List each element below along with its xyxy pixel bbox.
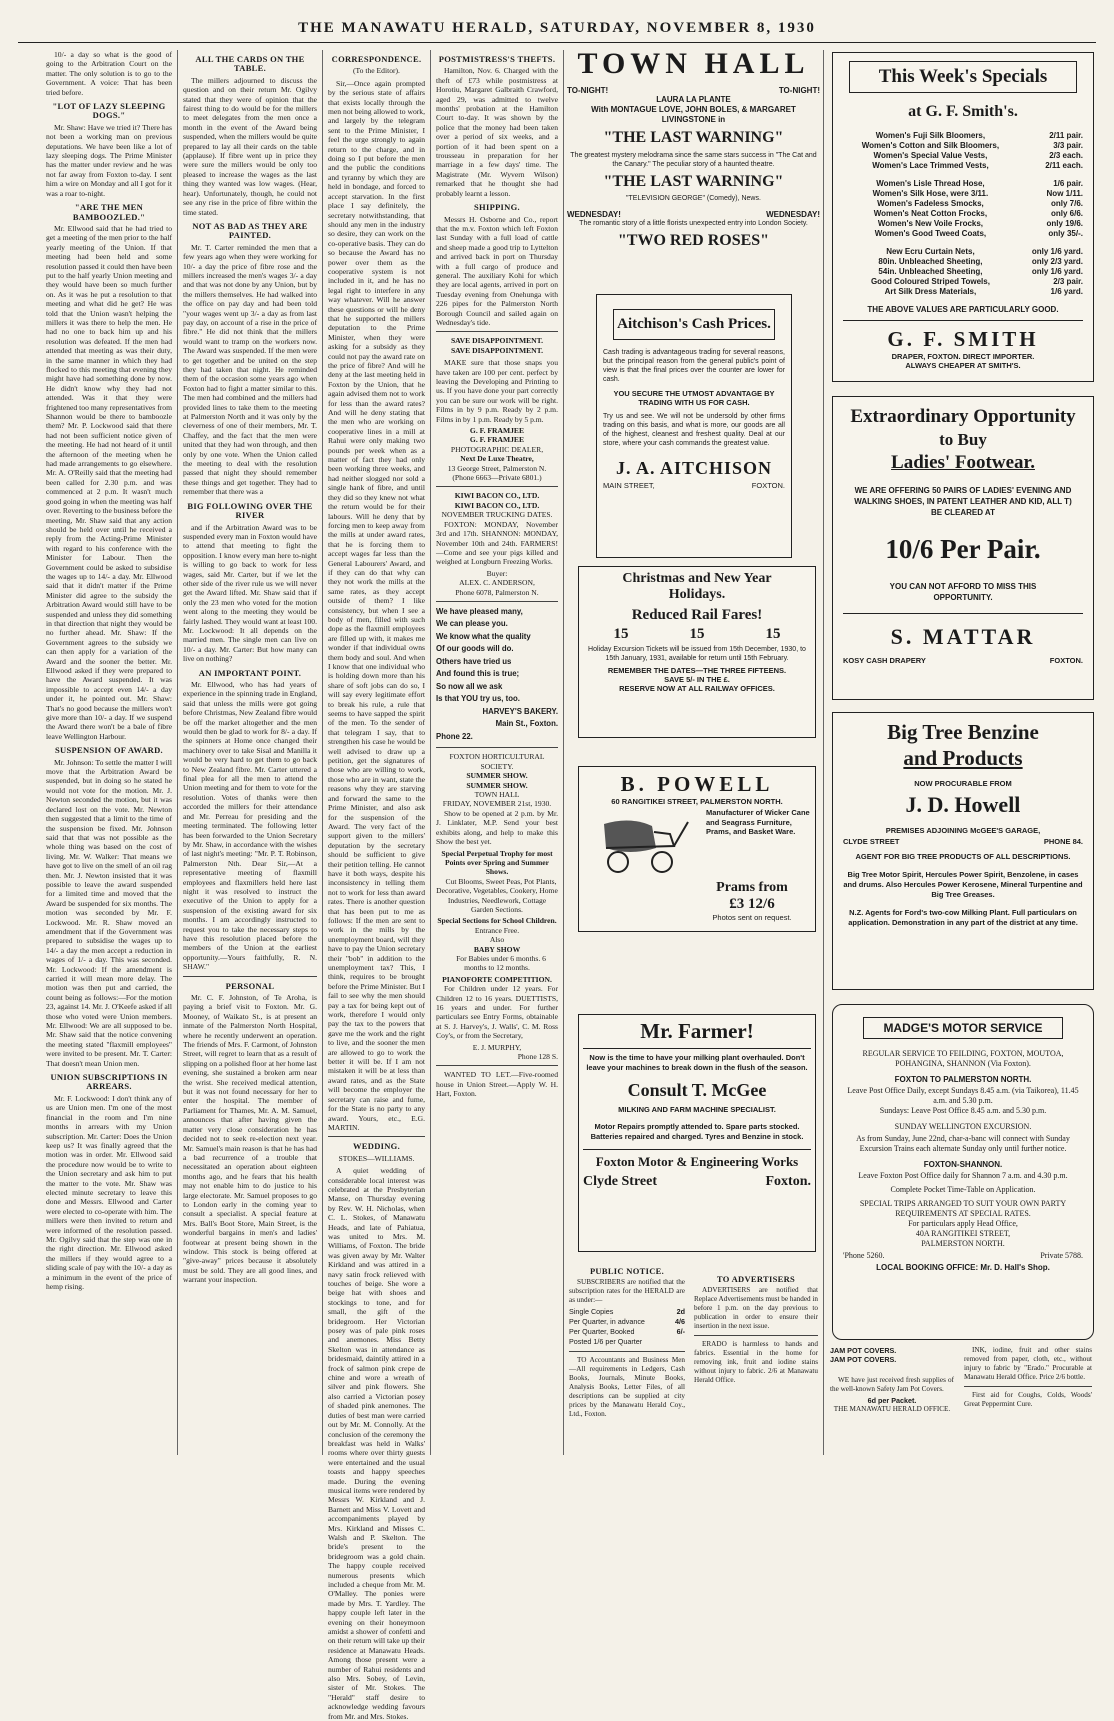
ad-text: First aid for Coughs, Colds, Woods' Great Peppermint Cure. <box>964 1391 1092 1408</box>
article-text: Hamilton, Nov. 6. Charged with the theft of £73 while postmistress at Horotiu, Margaret Galbraith Crawford, aged 29, was admitted to twelve months' probation at the Hamilton Court to-day. It was shown by the police that the money had been taken over a period of six weeks, and a portion of it had been spent on a trousseau in preparation for her marriage in a few days' time. The Magistrate (Mr. Wyvern Wilson) remarked that he thought she had probably learnt a lesson. <box>436 66 558 198</box>
table-cell: Women's Special Value Vests, <box>873 151 988 160</box>
divider <box>436 1065 558 1066</box>
article-text: Mr. T. Carter reminded the men that a few years ago when they were working for 10/- a day the price of fibre rose and the millers increased the men's wages 3/- a day and that was not done by any Union, but by the millers themselves. He had walked into the office on pay day and had been told "your wages went up 3/- a day as from last pay day, on account of a rise in the price of fibre." He did not think that the millers would want to tramp on the workers now. The Award was suspended. If the men were to get together and be united on the step they had taken that night. He reminded them of the occasion some years ago when Foxton had to fight a matter similar to this. The men had combined and the millers had provided lines to take them to the meeting at Palmerston North and it was only by the cleverness of one of their members, Mr. T. Chaffey, and the fact that the men were united that they had won through, and then only by one vote. When the Union called the meeting to deal with the resolution passed that night they should remember these things and get together. They had to remember that there was a <box>183 242 317 497</box>
masthead-rule <box>18 42 1096 43</box>
ad-title: Mr. Farmer! <box>583 1019 811 1049</box>
table-cell: Women's Good Tweed Coats, <box>874 229 987 238</box>
ad-line: NOW PROCURABLE FROM <box>914 779 1012 788</box>
table-row <box>843 161 1083 171</box>
ad-line: Also <box>489 935 505 945</box>
table-row <box>843 219 1083 229</box>
table-cell: Women's Lisle Thread Hose, <box>876 179 985 188</box>
ad-heading: SAVE DISAPPOINTMENT. <box>450 336 544 346</box>
ad-line: DRAPER, FOXTON. DIRECT IMPORTER. <box>891 352 1035 361</box>
ad-line: We can please you. <box>436 619 508 629</box>
article-subheading: NOT AS BAD AS THEY ARE PAINTED. <box>192 220 308 241</box>
ad-heading: JAM POT COVERS. <box>830 1355 897 1364</box>
divider <box>694 1335 818 1336</box>
table-row <box>843 257 1083 267</box>
article-column-2 <box>181 50 319 1455</box>
article-subheading: SUSPENSION OF AWARD. <box>55 745 163 756</box>
ad-line: YOU SECURE THE UTMOST ADVANTAGE BY TRADING WITH US FOR CASH. <box>613 389 775 407</box>
column-rule <box>563 50 564 1455</box>
ad-name: G. F. FRAMJEE <box>469 435 525 445</box>
article-heading: SHIPPING. <box>474 202 520 213</box>
article-subtitle: STOKES—WILLIAMS. <box>338 1153 415 1163</box>
divider <box>183 976 317 977</box>
ad-film-title: "TWO RED ROSES" <box>617 232 770 249</box>
ad-text: Big Tree Motor Spirit, Hercules Power Spirit, Benzolene, in cases and drums. Also Hercules Power Kerosene, Mineral Turpentine and Big Tree Greases. <box>843 870 1083 899</box>
table-row <box>843 131 1083 141</box>
ad-title: Aitchison's Cash Prices. <box>613 309 775 340</box>
ad-line: Next De Luxe Theatre, <box>460 454 534 464</box>
ad-text: The romantic story of a little florists unexpected entry into London Society. <box>579 220 808 227</box>
table-row <box>843 151 1083 161</box>
article-text: Messrs H. Osborne and Co., report that the m.v. Foxton which left Foxton last Sunday with a full load of cattle and sheep made a good trip to Lyttelton and arrived back in port on Thursday with a full cargo of produce and general. The auxiliary Kohi for which they are local agents, arrived in port on Tuesday evening from Onehunga with 226 pipes for the Palmerston North Borough Council and sailed again on Wednesday's tide. <box>436 214 558 327</box>
ad-title: MADGE'S MOTOR SERVICE <box>863 1017 1063 1039</box>
table-cell: Now 1/11. <box>1046 189 1083 198</box>
table-cell: only 1/6 yard. <box>1031 247 1083 256</box>
table-cell: only 7/6. <box>1050 199 1083 208</box>
table-cell: Good Coloured Striped Towels, <box>870 277 990 286</box>
divider <box>436 331 558 332</box>
ad-title: to Buy <box>939 430 987 449</box>
ad-text: Sundays: Leave Post Office 8.45 a.m. and 5.30 p.m. <box>879 1106 1047 1115</box>
table-cell: Women's Lace Trimmed Vests, <box>872 161 989 170</box>
ad-heading: SUMMER SHOW. <box>466 771 528 781</box>
notice-text: ERADO is harmless to hands and fabrics. Essential in the home for removing ink, fruit and iodine stains without injury to fabric. 2/6 at Manawatu Herald Office. <box>694 1340 818 1384</box>
ad-heading: SAVE DISAPPOINTMENT. <box>450 345 544 355</box>
ad-line: Is that YOU try us, too. <box>436 694 520 704</box>
masthead-title: THE MANAWATU HERALD, SATURDAY, NOVEMBER 8, 1930 <box>298 20 816 36</box>
table-row <box>569 1337 685 1347</box>
ad-name: G. F. FRAMJEE <box>469 426 525 436</box>
ad-line: Main St., Foxton. <box>495 719 558 729</box>
article-subheading: BIG FOLLOWING OVER THE RIVER <box>187 500 313 521</box>
article-column-3 <box>326 50 427 1721</box>
ad-line: PREMISES ADJOINING McGEE'S GARAGE, <box>885 826 1041 835</box>
table-cell: Women's Neat Cotton Frocks, <box>873 209 988 218</box>
ad-line: Prams from <box>716 880 788 895</box>
ad-line: PHOTOGRAPHIC DEALER, <box>450 444 544 454</box>
table-cell: Per Quarter, in advance <box>569 1317 645 1326</box>
table-cell: 2/3 each. <box>1049 151 1083 160</box>
table-cell: 2d <box>676 1307 685 1316</box>
ad-s-mattar <box>832 396 1094 700</box>
ad-line: Entrance Free. <box>474 925 520 935</box>
table-row <box>843 141 1083 151</box>
table-cell: Art Silk Dress Materials, <box>884 287 977 296</box>
ad-horticultural-show <box>436 752 558 1061</box>
table-cell: Per Quarter, Booked <box>569 1327 635 1336</box>
ad-text: FOXTON: MONDAY, November 3rd and 17th. SHANNON: MONDAY, November 10th and 24th. FARMERS!—Come and see your pigs killed and weighed at Longburn Freezing Works. <box>436 519 558 567</box>
ad-heading: BABY SHOW <box>473 944 521 954</box>
column-rule <box>823 50 824 1455</box>
ad-name: G. F. SMITH <box>887 327 1039 351</box>
ad-name: S. MATTAR <box>890 624 1036 649</box>
ad-title: Ladies' Footwear. <box>891 452 1035 473</box>
ad-text: MAKE sure that those snaps you have taken are 100 per cent. perfect by leaving the Developing and Printing to us. If you have done your part correctly you can be sure our work will be right. Films in by 9 p.m. Ready by 2 p.m. Films in by 1 p.m. Ready by 5 p.m. <box>436 358 558 424</box>
ad-mr-farmer <box>578 1014 816 1252</box>
table-row <box>843 189 1083 199</box>
ad-kiwi-bacon <box>436 491 558 596</box>
ad-heading: JAM POT COVERS. <box>830 1346 897 1355</box>
ad-subheading: FOXTON TO PALMERSTON NORTH. <box>894 1075 1032 1084</box>
ad-name: E. J. MURPHY, <box>472 1042 522 1052</box>
ad-text: As from Sunday, June 22nd, char-a-banc will connect with Sunday Excursion Trains each alternate Sunday only until further notice. <box>856 1134 1070 1153</box>
ad-text: For Children under 12 years. For Children 12 to 16 years. DUETTISTS, 16 years and under. For further particulars see Entry Forms, obtainable at S. J. Harvey's, J. Walls', C. M. Ross Coy's, or from the Secretary, <box>436 984 558 1041</box>
ad-line: AGENT FOR BIG TREE PRODUCTS OF ALL DESCRIPTIONS. <box>855 852 1071 861</box>
table-row <box>569 1307 685 1317</box>
ad-text: REGULAR SERVICE TO FEILDING, FOXTON, MOUTOA, POHANGINA, SHANNON (Via Foxton). <box>862 1049 1064 1068</box>
masthead <box>0 0 1114 56</box>
ad-heading: PIANOFORTE COMPETITION. <box>442 974 552 984</box>
table-cell: Women's Cotton and Silk Bloomers, <box>861 141 1000 150</box>
ad-text: For Babies under 6 months. 6 months to 12 months. <box>456 953 546 973</box>
ad-erado-ink <box>962 1346 1094 1456</box>
specials-table <box>843 131 1083 297</box>
ad-text: INK, iodine, fruit and other stains removed from paper, cloth, etc., without injury to fabric by "Erado." Procurable at Manawatu Herald Office. Price 2/6 bottle. <box>964 1346 1092 1381</box>
ad-harveys-bakery <box>436 606 558 744</box>
divider <box>964 1386 1092 1387</box>
ad-text: For particulars apply Head Office, <box>908 1219 1018 1228</box>
ad-line: MAIN STREET, <box>603 481 655 490</box>
table-row <box>843 267 1083 277</box>
ad-text: 40A RANGITIKEI STREET, <box>915 1229 1011 1238</box>
ad-line: CLYDE STREET <box>843 837 900 846</box>
ad-text: Now is the time to have your milking plant overhauled. Don't leave your machines to break down in the flush of the season. <box>586 1053 808 1072</box>
table-cell: Women's Silk Hose, were 3/11. <box>872 189 989 198</box>
ad-gf-smith-specials <box>832 52 1094 382</box>
ad-text: Leave Post Office Daily, except Sundays 8.45 a.m. (via Taikorea), 11.45 a.m. and 5.30 p.m. <box>847 1086 1079 1105</box>
ad-title: This Week's Specials <box>849 61 1077 93</box>
table-cell: 2/11 each. <box>1045 161 1083 170</box>
section-heading-wedding: WEDDING. <box>352 1141 401 1152</box>
ad-line: FOXTON. <box>1049 656 1083 665</box>
article-text: Mr. Ellwood said that he had tried to get a meeting of the men prior to the half yearly meeting of the Union. If that meeting had been held and some resolution passed it could then have been put to the half yearly Union meeting and they would have been so much further on. As it was he put a resolution to that meeting and what did he get? He was told that the Union wasn't helping the millers it was there to help the men. He had no one to back him up and his resolution was defeated. If the men had attended that meeting as was their duty, in the same manner in which they had flocked to this meeting that evening they might have had something done by now. He didn't know why they had not attended. Was it that they were frightened too many representatives from Shannon would be there to bamboozle them? Mr. P. Lockwood said that there had not been sufficient notice given of the meeting. He had not heard of it until the afternoon of the meeting when he had made arrangements to go elsewhere. Mr. A. O'Reilly said that the meeting had been called for 2.30 p.m. and was commenced at 2 p.m. It wasn't much good going in when the meeting was half over. Reverting to the business before the meeting, Mr. Shaw said that any action should be held over until he received a reply from the Acting-Prime Minister with regard to his conference with the Minister for Labour. Then the Government could be asked to subsidise the wages up to 14/- a day. Mr. Ellwood said that it didn't matter if the Prime Minister did agree to the subsidy the Arbitration Award would still have to be suspended and unless they did something in that direction that night they would be no further ahead. Mr. Shaw: If the Government agrees to the subsidy we can then apply for a variation of the Award and the sooner the better. Mr. Ellwood asked if they were prepared to have the Award suspended. It was impossible to accept even 14/- a day under it, he pointed out. Mr. Shaw: That's no good because the millers won't give more than 10/- a day. If we suspend the Award there won't be a bale of fibre leave Wellington Harbour. <box>46 223 172 741</box>
table-cell: 2/11 pair. <box>1049 131 1083 140</box>
article-text: A quiet wedding of considerable local interest was celebrated at the Presbyterian Manse, on Thursday evening by Rev. W. H. Nicholas, when C. L. Stokes, of Manawatu Heads, and late of Pahiatua, was united to Mrs. M. Williams, of Foxton. The bride was given away by Mr. Walter Kirkland and was attired in a navy satin frock relieved with touches of beige. She wore a beige hat with shoes and stockings to tone, and for small, the gift of the bridegroom. Her Victorian posey was of pale pink roses and anemones. Miss Betty Skelton was in attendance as bridesmaid, daintily attired in a frock of salmon pink crepe de chine and wore a wreath of silver and pink flowers. She also carried a Victorian posey of shaded pink anemones. The duties of best man were carried out by Mr. M. Connolly. At the conclusion of the ceremony the breakfast was held in Walks' rooms where over thirty guests were entertained and the usual toasts and happy speeches made. During the evening musical items were rendered by Messrs W. Kirkland and J. Barnett and Miss V. Lovett and accompaniments played by Mrs. Kirkland and Misses C. Walsh and P. Skelton. The bride's present to the bridegroom was a gold chain. The happy couple received numerous presents which included a cheque from Mr. M. O'Malley. The ponies were made by Mrs. T. Yardley. The happy couple left later in the evening on their honeymoon amidst a shower of confetti and on their return will take up their residence at Manawatu Heads. Among those present were a number of Rahui residents and also Mrs. Sobey, of Levin, sister of Mr. Stokes. The "Herald" staff desire to acknowledge wedding favours from Mr. and Mrs. Stokes. <box>328 1166 426 1721</box>
ad-line: With MONTAGUE LOVE, JOHN BOLES, & MARGARET LIVINGSTONE in <box>591 105 796 124</box>
ad-heading: KIWI BACON CO., LTD. <box>454 491 540 501</box>
ad-price: 10/6 Per Pair. <box>885 534 1041 564</box>
ad-subheading: SUNDAY WELLINGTON EXCURSION. <box>894 1122 1032 1131</box>
table-cell: 1/6 yard. <box>1050 287 1083 296</box>
divider <box>436 747 558 748</box>
ad-line: ALWAYS CHEAPER AT SMITH'S. <box>905 361 1021 370</box>
article-column-1 <box>44 50 174 1455</box>
ad-jd-howell <box>832 712 1094 990</box>
ad-line: Photos sent on request. <box>712 913 792 922</box>
ad-line: TOWN HALL <box>474 790 520 800</box>
table-cell: 54in. Unbleached Sheeting, <box>878 267 983 276</box>
article-text: Mr. Ellwood, who has had years of experience in the spinning trade in England, said that unless the mills were got going before Christmas, New Zealand fibre would be off the market altogether and the men would then be glad to work for 8/- a day. If the spinners at Home once changed their machinery over to take Sisal and Manilla it would be very hard to get them to go back to New Zealand fibre. Mr. Carter uttered a final plea for all the men to attend the Union meeting and for them to vote for the resolution. Votes of thanks were then accorded the millers for their attendance and Mr. Perreau for presiding and the meeting terminated. The following letter has been forwarded to the Union Secretary by Mr. Shaw, in accordance with the wishes of last night's meeting: "Mr. P. T. Robinson, Palmerston Nth. Dear Sir,—At a representative meeting of flaxmill employees and flaxmillers held here last night it was resolved to instruct the executive of the Union to apply for a suspension of the existing award for six months. I am accordingly instructed to request you to take the necessary steps to have this resolution placed before the members of the Union at the earliest opportunity.—Yours faithfully, R. N. SHAW." <box>183 680 317 972</box>
ad-name: Consult T. McGee <box>627 1080 767 1100</box>
notice-heading: TO ADVERTISERS <box>716 1274 796 1284</box>
ad-number: 15 <box>765 626 781 642</box>
table-cell: only 1/6 yard. <box>1031 267 1083 276</box>
ad-text: WE ARE OFFERING 50 PAIRS OF LADIES' EVENING AND WALKING SHOES, IN PATENT LEATHER AND KID, ALL T) BE CLEARED AT <box>854 486 1072 517</box>
advertisers-notice <box>692 1270 820 1457</box>
table-cell: 2/3 pair. <box>1053 277 1083 286</box>
notice-text: ADVERTISERS are notified that Replace Advertisements must be handed in before 1 p.m. on the day previous to publication in order to ensure their insertion in the next issue. <box>694 1286 818 1330</box>
article-text: The millers adjourned to discuss the question and on their return Mr. Ogilvy stated that they were of opinion that the fairest thing to do would be for the millers to meet delegates from the men once a month in the event of the Award being suspended, when the millers would be quite prepared to lay all their cards on the table (applause). If fibre went up in price they were sure the millers would be only too pleased to increase the wages as the last thing they wanted was low wages. (Hear, hear). Unfortunately, though, he could not see any rise in the price of fibre within the time stated. <box>183 75 317 217</box>
article-subheading: ALL THE CARDS ON THE TABLE. <box>195 54 305 74</box>
ad-line: WEDNESDAY! <box>766 210 820 219</box>
divider <box>328 1136 425 1137</box>
table-row <box>843 199 1083 209</box>
ad-madges-motor-service <box>832 1004 1094 1340</box>
ad-line: TO-NIGHT! <box>567 86 609 95</box>
article-subheading: AN IMPORTANT POINT. <box>198 667 302 678</box>
table-cell: 80in. Unbleached Sheeting, <box>878 257 983 266</box>
ad-line: PHONE 84. <box>1043 837 1083 846</box>
ad-title: TOWN HALL <box>577 47 810 80</box>
ad-line: FRIDAY, NOVEMBER 21st, 1930. <box>442 799 552 809</box>
ad-heading: KIWI BACON CO., LTD. <box>454 500 540 510</box>
ad-title: and Products <box>903 746 1023 770</box>
ad-text: Cash trading is advantageous trading for several reasons, but the principal reason from the general public's point of view is that the final prices over the counter are lower for cash. <box>603 349 785 383</box>
ad-text: Leave Foxton Post Office daily for Shannon 7 a.m. and 4.30 p.m. <box>858 1171 1068 1180</box>
ad-line: THE ABOVE VALUES ARE PARTICULARLY GOOD. <box>843 305 1083 321</box>
column-rule <box>322 50 323 1455</box>
ad-title: Big Tree Benzine <box>887 720 1039 744</box>
ad-text: N.Z. Agents for Ford's two-cow Milking Plant. Full particulars on application. Demonstration in any part of the district at any time. <box>848 908 1078 927</box>
ad-title: Holidays. <box>668 587 726 602</box>
ad-title: Reduced Rail Fares! <box>631 607 763 623</box>
ad-subtitle: at G. F. Smith's. <box>908 103 1018 120</box>
ad-b-powell <box>578 766 816 932</box>
ad-line: Phone 22. <box>436 731 473 741</box>
table-row <box>843 209 1083 219</box>
ad-number: 15 <box>613 626 629 642</box>
ad-line: Buyer: <box>486 568 508 578</box>
table-row <box>843 179 1083 189</box>
ad-line: We have pleased many, <box>436 606 523 616</box>
ad-jam-pot-covers <box>828 1346 956 1456</box>
ad-name: J. D. Howell <box>905 792 1021 817</box>
ad-number: 15 <box>689 626 705 642</box>
table-row <box>843 287 1083 297</box>
column-rule <box>177 50 178 1455</box>
table-cell: Posted 1/6 per Quarter <box>569 1337 643 1346</box>
table-cell: only 35/-. <box>1048 229 1083 238</box>
pram-illustration <box>590 812 700 876</box>
ad-line: 60 RANGITIKEI STREET, PALMERSTON NORTH. <box>611 797 783 806</box>
section-heading-correspondence: CORRESPONDENCE. <box>331 54 422 64</box>
table-cell: Women's New Voile Frocks, <box>877 219 984 228</box>
ad-aitchison <box>596 294 792 558</box>
ad-text: SPECIAL TRIPS ARRANGED TO SUIT YOUR OWN PARTY REQUIREMENTS AT SPECIAL RATES. <box>859 1199 1067 1218</box>
ad-heading: SUMMER SHOW. <box>466 780 528 790</box>
ad-line: Special Sections for School Children. <box>437 916 557 926</box>
ad-text: Manufacturer of Wicker Cane and Seagrass Furniture, Prams, and Basket Ware. <box>706 808 810 836</box>
ad-line: WEDNESDAY! <box>567 210 621 219</box>
ad-text: YOU CAN NOT AFFORD TO MISS THIS OPPORTUNITY. <box>843 581 1083 614</box>
ad-framjee <box>436 336 558 482</box>
table-cell: only 6/6. <box>1050 209 1083 218</box>
article-subtitle: (To the Editor). <box>353 66 400 76</box>
ad-text: Try us and see. We will not be undersold by other firms trading on this basis, and what is more, our goods are all of the highest, cleanest and freshest quality. Deal at our store, where your cash commands the greatest value. <box>603 413 785 447</box>
article-text: Mr. F. Lockwood: I don't think any of us are Union men. I'm one of the most financial in the room and I'm nine months in arrears with my Union subscription. Mr. Carter: Does the Union keep us? It was finally agreed that the motion was in order. Mr. Ellwood said the procedure now would be to write to the Union secretary and ask him to put the matter to the vote. Mr. Shaw was elected minute secretary to leave this done and Messrs. Ellwood and Carter were elected to co-operate with him. The millers were then invited to return and were informed of the resolution passed. Mr. Ogilvy said that the step was one in the right direction. Mr. Ellwood asked the millers if they would agree to a sliding scale of pay with the 10/- a day as a minimum in the event of the price of hemp rising. <box>46 1093 172 1291</box>
ad-text: Cut Blooms, Sweet Peas, Pot Plants, Decorative, Vegetables, Cookery, Home Industries, Needlework, Cottage Garden Sections. <box>436 876 558 914</box>
ad-line: 'Phone 5260. <box>843 1251 885 1260</box>
ad-text: Motor Repairs promptly attended to. Spare parts stocked. Batteries repaired and charged. Tyres and Benzine in stock. <box>590 1122 804 1141</box>
article-text: Mr. Shaw: Have we tried it? There has not been a working man on previous deputations. We have been like a lot of lazy sleeping dogs. The Prime Minister has the matter under review and he was not far away from Foxton to-day. I sent him a wire on Monday and all I got for it was a roar to-night. <box>46 122 172 198</box>
ad-line: We know what the quality <box>436 631 531 641</box>
ad-line: Phone 128 S. <box>517 1052 558 1062</box>
ad-text: Show to be opened at 2 p.m. by Mr. J. Linklater, M.P. Send your best exhibits along, and help to make this Show the best yet. <box>436 808 558 847</box>
notice-text: TO Accountants and Business Men —All requirements in Ledgers, Cash Books, Journals, Minute Books, Analysis Books, Letter Files, of all descriptions can be supplied at city prices by the Manawatu Herald Coy., Ltd., Foxton. <box>569 1356 685 1418</box>
ad-rail-fares <box>578 566 816 738</box>
notice-text: SUBSCRIBERS are notified that the subscription rates for the HERALD are as under:— <box>569 1278 685 1304</box>
column-rule <box>430 50 431 1455</box>
ad-film-title: "THE LAST WARNING" <box>603 173 784 190</box>
ad-line: 13 George Street, Palmerston N. <box>447 463 547 473</box>
section-heading-personal: PERSONAL <box>225 980 275 991</box>
ad-line: MILKING AND FARM MACHINE SPECIALIST. <box>618 1105 776 1114</box>
ad-star: LAURA LA PLANTE <box>656 95 731 104</box>
article-subheading: UNION SUBSCRIPTIONS IN ARREARS. <box>50 1072 168 1092</box>
ad-name: ALEX. C. ANDERSON, <box>459 578 535 588</box>
table-cell: only 19/6. <box>1046 219 1083 228</box>
table-cell: Women's Fuji Silk Bloomers, <box>875 131 986 140</box>
table-cell: New Ecru Curtain Nets, <box>886 247 975 256</box>
article-text: 10/- a day so what is the good of going to the Arbitration Court on the matter. The only solution is to go to the Government. A voice: That has been tried before. <box>46 50 172 97</box>
table-row <box>569 1317 685 1327</box>
table-row <box>843 247 1083 257</box>
article-text: Mr. C. F. Johnston, of Te Aroha, is paying a brief visit to Foxton. Mr. G. Mooney, of Waikato St., is at present an inmate of the Palmerston North Hospital, where he recently underwent an operation. The friends of Mrs. F. Carmont, of Johnston Street, will regret to learn that as a result of slipping on a polished floor at her home last evening, she sustained a broken arm near the wrist. She received medical attention, but it was not found necessary for her to enter the hospital. The member of Parliament for Thames, Mr. A. M. Samuel, announces that after having given the matter very close consideration he has decided not to seek re-election next year. Mr. Samuel's main reason is that he has had a bad recurrence of a trouble that necessitated an operation about eighteen months ago, and he fears that his health may not enable him to do justice to his large electorate. Mr. Samuel proposes to go to London early in the coming year to consult a specialist. A special feature at Mrs. Ball's Boot Store, Main Street, is the wonderful bargains in men's and ladies' footwear at present being shown in the window. This stock is being offered at "give-away" prices because it absolutely must be sold. They are all good lines, and warrant your inspection. <box>183 993 317 1285</box>
article-text: Mr. Johnson: To settle the matter I will move that the Arbitration Award be suspended, but in doing so he stated he would not vote for the motion. Mr. J. Newton seconded the motion, but it was declared lost on the vote. Mr. Newton then suggested that a limit to the time of the suspension be fixed. Mr. Johnson said that that was not possible as the whole thing was based on the cost of living. Mr. W. Walker: That means we have got to live on the smell of an oil rag then. Mr. J. Newton insisted that it was possible to leave the award suspended for a limited time and moved that the Award be suspended for six months. The motion was seconded by Mr. F. Lockwood. Mr. R. Shaw moved an amendment that if the Government was prepared to subsidise the wages up to 14/- a day the men accept a reduction in wages of 1/- a day. This was seconded. Mr. Lockwood: If the amendment is carried it will mean more delay. The motion was then put and carried, the count being as follows:—For the motion 23, against 14. Mr. J. O'Keefe asked if all those who voted were Union members. Mr. Ellwood: We are all supposed to be. Mr. Shaw said that the notice convening the meeting stated "flaxmill employees" were invited to be present. Mr. T. Carter: That doesn't mean Union men. <box>46 757 172 1068</box>
article-subheading: "ARE THE MEN BAMBOOZLED." <box>72 202 146 222</box>
ad-film-title: "THE LAST WARNING" <box>603 129 784 146</box>
ad-name: Foxton Motor & Engineering Works <box>583 1149 811 1170</box>
divider <box>436 601 558 602</box>
article-column-4 <box>434 50 560 1455</box>
ad-line: Others have tried us <box>436 656 512 666</box>
ad-line: REMEMBER THE DATES—THE THREE FIFTEENS. <box>607 666 787 675</box>
table-cell: 6/- <box>676 1327 685 1336</box>
table-row <box>569 1327 685 1337</box>
ad-text: "TELEVISION GEORGE" (Comedy), News. <box>626 195 761 202</box>
ad-text: The greatest mystery melodrama since the same stars success in "The Cat and the Canary." The peculiar story of a haunted theatre. <box>570 152 817 168</box>
table-cell: 1/6 pair. <box>1053 179 1083 188</box>
table-row <box>843 229 1083 239</box>
subscription-table <box>569 1307 685 1347</box>
ad-line: Phone 6078, Palmerston N. <box>455 587 539 597</box>
divider <box>436 486 558 487</box>
ad-line: Foxton. <box>765 1174 811 1189</box>
ad-line: So now all we ask <box>436 681 503 691</box>
ad-line: RESERVE NOW AT ALL RAILWAY OFFICES. <box>619 684 775 693</box>
table-cell <box>671 1337 685 1347</box>
ad-text: Complete Pocket Time-Table on Application. <box>890 1185 1036 1194</box>
ad-text: PALMERSTON NORTH. <box>921 1239 1005 1248</box>
ad-line: Special Perpetual Trophy for most Points over Spring and Summer Shows. <box>441 848 553 877</box>
ad-heading: FOXTON HORTICULTURAL SOCIETY. <box>449 752 545 771</box>
ad-title: Extraordinary Opportunity <box>850 406 1076 427</box>
notice-heading: PUBLIC NOTICE. <box>589 1266 665 1276</box>
ad-text: Holiday Excursion Tickets will be issued from 15th December, 1930, to 15th January, 1931, available for return until 15th February. <box>588 646 806 662</box>
ad-line: FOXTON. <box>751 481 785 490</box>
ad-line: Clyde Street <box>583 1174 657 1189</box>
ad-line: (Phone 6663—Private 6801.) <box>452 473 542 483</box>
article-text: and if the Arbitration Award was to be suspended every man in Foxton would have to attend that meeting to fight the opposition. I know every man here to-night is willing to go back to work for less wages, said Mr. Carter, but if we let the other side of the river rule us we will never get the Award lifted. Mr. Shaw said that if only the 23 men who voted for the motion went along to the meeting they would be fairly lashed. They would want at least 100. Mr. Lockwood: It all depends on the married men. The single men can live on 10/- a day. Mr. Carter: But how many can live on nothing? <box>183 522 317 664</box>
article-heading: POSTMISTRESS'S THEFTS. <box>438 54 556 64</box>
ad-price: 6d per Packet. <box>867 1396 917 1405</box>
table-cell: 4/6 <box>675 1317 685 1326</box>
table-cell: Women's Fadeless Smocks, <box>877 199 984 208</box>
ad-text: WE have just received fresh supplies of the well-known Safety Jam Pot Covers. <box>830 1376 954 1393</box>
table-cell: 3/3 pair. <box>1053 141 1083 150</box>
ad-line: Private 5788. <box>1040 1251 1083 1260</box>
ad-line: LOCAL BOOKING OFFICE: Mr. D. Hall's Shop. <box>876 1263 1050 1272</box>
ad-town-hall <box>567 46 820 290</box>
classified-wanted: WANTED TO LET.—Five-roomed house in Union Street.—Apply W. H. Hart, Foxton. <box>436 1070 558 1099</box>
ad-line: KOSY CASH DRAPERY <box>843 656 926 665</box>
ad-subheading: NOVEMBER TRUCKING DATES. <box>441 510 553 520</box>
table-cell: only 2/3 yard. <box>1031 257 1083 266</box>
ad-subheading: FOXTON-SHANNON. <box>923 1160 1003 1169</box>
ad-name: HARVEY'S BAKERY. <box>482 706 558 716</box>
article-text: Sir,—Once again prompted by the serious state of affairs that exists locally through the men not being allowed to work, and largely by the telegram sent to the Prime Minister, I feel the urge strongly to again return to the charge, and in doing so I put before the men and the public the conditions and tyranny by which they are held in bondage, and forced to accept starvation. In the first place I say definitely, the secretary notwithstanding, that should any men in the industry so desire, they can work on the co-operative basis. They can do so because the Award has no power over them as the cooperative system is not included in it, and he has no legal right to interfere in any way whatever. Will he answer these questions or will he deny that he supported the millers deputation to the Prime Minister, when they were asking for a subsidy as they could not pay the award rate on the price of fibre? And will he deny at the last meeting held in Foxton by the Union, that he again advised them not to work for less than the award rates? And will he deny stating that the men who are working on cooperative lines in a mill at Rahui were only making two pounds per week when as a matter of fact they had only been working three weeks, and had neither slogged nor sold a single hank of fibre, and until they did so they knew not what the return would be for their labours. Will he deny that by forcing men to keep away from the mills at under award rates, that he is forcing them to accept wages far less than the General Labourers' Award, and if they can do that why can they not work the mills at the same rates, as they accept outside of them? I like consistency, but when I see a body of men, filled with such dope as the flaxmill employees are filled up with, it makes me wonder if that individual owns them body and soul. And when I know that one individual who is holding down more than his share of soft jobs can do so, I will say every legitimate effort to break his rule, a rule that seems to have sapped the spirit of the men. To the sender of that telegram I say, that to strengthen his case he would be well advised to draw up a petition, get the signatures of those who are willing to work, those who are in want, state the reasons why they are starving and forward the same to the Prime Minister, and also ask for the suspension of the Award. The very fact of the support given to the millers' deputation by the secretary should be sufficient to give their petition telling. He cannot have it both ways, despite his inconsistency in telling them not to work for less than award rates. There is another question that has been put to me as follows: If the men are sent to work in the mills by the unemployment board, will they have to pay the Union secretary their "bob" in addition to the unemployment tax? This, I think, requires to be brought before the Prime Minister. But I fail to see why the men should pay a tax for being kept out of work, therefore I would only pay the tax to the powers that gave me the work and the right to live, and the sooner the men are allowed to go to work the better it will be. If I am not mistaken it will be at less than award rates, and as the State will become the employer the secretary can raise and fume, for the State is no party to any award. Yours, etc., E.G. MARTIN. <box>328 78 426 1132</box>
table-row <box>843 277 1083 287</box>
ad-name: J. A. AITCHISON <box>615 458 773 478</box>
public-notice <box>567 1262 687 1457</box>
article-subheading: "LOT OF LAZY SLEEPING DOGS." <box>52 101 166 121</box>
ad-line: Of our goods will do. <box>436 644 514 654</box>
table-cell: Single Copies <box>569 1307 614 1316</box>
ad-line: And found this is true; <box>436 669 520 679</box>
ad-title: Christmas and New Year <box>622 571 772 586</box>
ad-line: THE MANAWATU HERALD OFFICE. <box>833 1405 951 1413</box>
ad-line: SAVE 5/- IN THE £. <box>664 675 730 684</box>
divider <box>569 1351 685 1352</box>
ad-title: B. POWELL <box>620 772 774 796</box>
ad-price: £3 12/6 <box>729 896 775 912</box>
ad-line: TO-NIGHT! <box>778 86 820 95</box>
